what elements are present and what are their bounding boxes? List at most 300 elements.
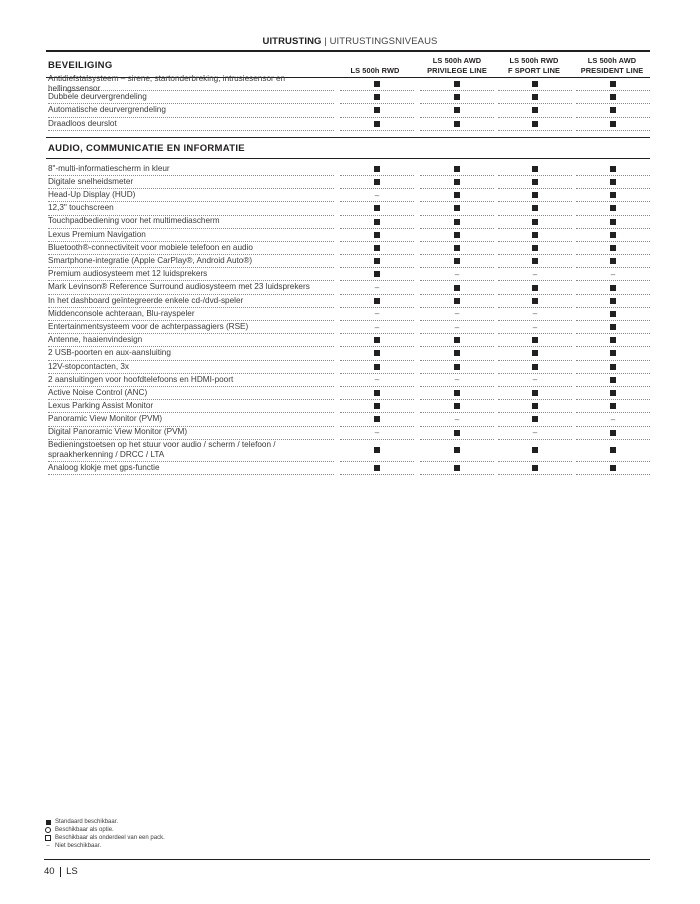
outline-square-icon	[45, 835, 51, 841]
standard-available-icon	[454, 179, 460, 185]
availability-cell	[340, 229, 414, 242]
availability-cell	[498, 427, 572, 440]
feature-label: Dubbele deurvergrendeling	[48, 91, 334, 104]
table-row	[46, 321, 650, 334]
section-title: AUDIO, COMMUNICATIE EN INFORMATIE	[48, 142, 245, 154]
feature-label: Smartphone-integratie (Apple CarPlay®, Android Auto®)	[48, 255, 334, 268]
not-available-dash: –	[532, 269, 538, 279]
standard-available-icon	[374, 81, 380, 87]
legend-text: Beschikbaar als onderdeel van een pack.	[55, 835, 165, 841]
dash-icon: –	[46, 843, 50, 849]
header-title: UITRUSTING	[262, 36, 322, 47]
standard-available-icon	[374, 447, 380, 453]
availability-cell	[340, 255, 414, 268]
standard-available-icon	[454, 205, 460, 211]
table-row	[46, 413, 650, 426]
standard-available-icon	[610, 337, 616, 343]
column-header	[495, 56, 573, 75]
standard-available-icon	[454, 285, 460, 291]
availability-cell	[420, 334, 494, 347]
standard-available-icon	[374, 390, 380, 396]
table-row	[46, 361, 650, 374]
standard-available-icon	[532, 285, 538, 291]
table-row	[46, 189, 650, 202]
standard-available-icon	[610, 390, 616, 396]
availability-cell	[340, 104, 414, 117]
standard-available-icon	[610, 205, 616, 211]
availability-cell	[420, 202, 494, 215]
legend-item	[44, 826, 165, 834]
standard-available-icon	[532, 390, 538, 396]
legend	[44, 818, 165, 850]
not-available-dash: –	[374, 428, 380, 438]
feature-label: Entertainmentsysteem voor de achterpassagiers (RSE)	[48, 321, 334, 334]
standard-available-icon	[454, 81, 460, 87]
standard-available-icon	[532, 350, 538, 356]
table-row	[46, 334, 650, 347]
availability-cell	[498, 440, 572, 462]
feature-label: Digitale snelheidsmeter	[48, 176, 334, 189]
availability-cell	[340, 91, 414, 104]
availability-cell	[340, 321, 414, 334]
standard-available-icon	[610, 311, 616, 317]
availability-cell	[498, 216, 572, 229]
standard-available-icon	[610, 94, 616, 100]
standard-available-icon	[610, 179, 616, 185]
availability-cell	[420, 347, 494, 360]
availability-cell	[576, 202, 650, 215]
feature-label: Touchpadbediening voor het multimediascherm	[48, 216, 334, 229]
standard-available-icon	[454, 232, 460, 238]
feature-label: Head-Up Display (HUD)	[48, 189, 334, 202]
standard-available-icon	[374, 205, 380, 211]
legend-symbol	[44, 835, 52, 841]
standard-available-icon	[610, 430, 616, 436]
column-header	[418, 56, 496, 75]
table-row	[46, 229, 650, 242]
table-row	[46, 118, 650, 131]
table-row	[46, 427, 650, 440]
standard-available-icon	[610, 107, 616, 113]
legend-text: Niet beschikbaar.	[55, 843, 102, 849]
not-available-dash: –	[532, 428, 538, 438]
availability-cell	[576, 334, 650, 347]
standard-available-icon	[374, 416, 380, 422]
table-row	[46, 242, 650, 255]
standard-available-icon	[454, 245, 460, 251]
standard-available-icon	[610, 192, 616, 198]
availability-cell	[340, 308, 414, 321]
availability-cell	[340, 374, 414, 387]
availability-cell	[340, 387, 414, 400]
availability-cell	[420, 104, 494, 117]
standard-available-icon	[532, 94, 538, 100]
standard-available-icon	[610, 81, 616, 87]
feature-label: Antenne, haaienvindesign	[48, 334, 334, 347]
availability-cell	[498, 462, 572, 475]
standard-available-icon	[532, 364, 538, 370]
not-available-dash: –	[454, 309, 460, 319]
feature-label: 8"-multi-informatiescherm in kleur	[48, 163, 334, 176]
standard-available-icon	[610, 166, 616, 172]
standard-available-icon	[374, 298, 380, 304]
availability-cell	[420, 229, 494, 242]
table-row	[46, 308, 650, 321]
availability-cell	[498, 321, 572, 334]
standard-available-icon	[374, 364, 380, 370]
feature-label: 2 USB-poorten en aux-aansluiting	[48, 347, 334, 360]
footer-separator	[60, 867, 62, 877]
table-row	[46, 462, 650, 475]
column-header-line: LS 500h RWD	[509, 56, 559, 65]
availability-cell	[420, 189, 494, 202]
standard-available-icon	[610, 350, 616, 356]
availability-cell	[576, 413, 650, 426]
table-row	[46, 176, 650, 189]
standard-available-icon	[532, 192, 538, 198]
availability-cell	[498, 387, 572, 400]
standard-available-icon	[374, 337, 380, 343]
table-row	[46, 91, 650, 104]
availability-cell	[498, 163, 572, 176]
availability-cell	[420, 78, 494, 91]
availability-cell	[340, 400, 414, 413]
standard-available-icon	[454, 337, 460, 343]
availability-cell	[576, 374, 650, 387]
legend-symbol	[44, 820, 52, 825]
availability-cell	[340, 163, 414, 176]
standard-available-icon	[374, 465, 380, 471]
feature-label: Mark Levinson® Reference Surround audiosysteem met 23 luidsprekers	[48, 281, 334, 294]
legend-text: Beschikbaar als optie.	[55, 827, 114, 833]
availability-cell	[498, 118, 572, 131]
standard-available-icon	[532, 107, 538, 113]
availability-cell	[498, 308, 572, 321]
standard-available-icon	[532, 166, 538, 172]
table-row	[46, 347, 650, 360]
feature-label: 12,3" touchscreen	[48, 202, 334, 215]
feature-label: Digital Panoramic View Monitor (PVM)	[48, 427, 334, 440]
availability-cell	[420, 281, 494, 294]
availability-cell	[340, 462, 414, 475]
standard-available-icon	[610, 324, 616, 330]
availability-cell	[420, 176, 494, 189]
feature-label: 12V-stopcontacten, 3x	[48, 361, 334, 374]
availability-cell	[576, 229, 650, 242]
feature-label: In het dashboard geïntegreerde enkele cd-/dvd-speler	[48, 295, 334, 308]
feature-label: Antidiefstalsysteem – sirene, startonderbreking, intrusiesensor en hellingssensor	[48, 78, 334, 91]
feature-label: Automatische deurvergrendeling	[48, 104, 334, 117]
footer-divider	[44, 859, 650, 860]
standard-available-icon	[454, 258, 460, 264]
not-available-dash: –	[454, 375, 460, 385]
availability-cell	[576, 440, 650, 462]
availability-cell	[420, 242, 494, 255]
availability-cell	[576, 308, 650, 321]
column-header-line: PRIVILEGE LINE	[427, 65, 487, 75]
standard-available-icon	[374, 107, 380, 113]
availability-cell	[420, 400, 494, 413]
table-row	[46, 374, 650, 387]
feature-label: Premium audiosysteem met 12 luidsprekers	[48, 268, 334, 281]
table-row	[46, 104, 650, 117]
standard-available-icon	[610, 465, 616, 471]
availability-cell	[576, 216, 650, 229]
availability-cell	[340, 361, 414, 374]
not-available-dash: –	[374, 322, 380, 332]
not-available-dash: –	[374, 190, 380, 200]
not-available-dash: –	[454, 269, 460, 279]
availability-cell	[420, 374, 494, 387]
section-header	[46, 137, 650, 159]
not-available-dash: –	[454, 414, 460, 424]
standard-available-icon	[374, 179, 380, 185]
standard-available-icon	[532, 403, 538, 409]
standard-available-icon	[454, 390, 460, 396]
availability-cell	[576, 295, 650, 308]
column-header-line: LS 500h AWD	[432, 56, 482, 65]
column-header-line: LS 500h AWD	[587, 56, 637, 65]
availability-cell	[498, 400, 572, 413]
availability-cell	[420, 440, 494, 462]
availability-cell	[498, 229, 572, 242]
standard-available-icon	[454, 166, 460, 172]
column-header	[336, 66, 414, 76]
availability-cell	[420, 413, 494, 426]
column-header-line: LS 500h RWD	[350, 65, 400, 75]
table-row	[46, 74, 650, 93]
availability-cell	[498, 104, 572, 117]
not-available-dash: –	[454, 322, 460, 332]
page-footer	[44, 866, 78, 877]
table-row	[46, 268, 650, 281]
availability-cell	[576, 104, 650, 117]
standard-available-icon	[610, 298, 616, 304]
table-row	[46, 163, 650, 176]
standard-available-icon	[374, 258, 380, 264]
availability-cell	[340, 202, 414, 215]
standard-available-icon	[454, 447, 460, 453]
availability-cell	[420, 118, 494, 131]
not-available-dash: –	[532, 309, 538, 319]
table-row	[46, 216, 650, 229]
feature-label: Panoramic View Monitor (PVM)	[48, 413, 334, 426]
availability-cell	[498, 202, 572, 215]
feature-label: Analoog klokje met gps-functie	[48, 462, 334, 475]
standard-available-icon	[374, 403, 380, 409]
section-title: BEVEILIGING	[48, 60, 113, 71]
availability-cell	[420, 268, 494, 281]
feature-label: 2 aansluitingen voor hoofdtelefoons en HDMI-poort	[48, 374, 334, 387]
feature-label: Middenconsole achteraan, Blu-rayspeler	[48, 308, 334, 321]
standard-available-icon	[532, 179, 538, 185]
not-available-dash: –	[374, 283, 380, 293]
standard-available-icon	[454, 107, 460, 113]
standard-available-icon	[610, 219, 616, 225]
standard-available-icon	[532, 205, 538, 211]
standard-available-icon	[374, 94, 380, 100]
availability-cell	[498, 347, 572, 360]
availability-cell	[340, 268, 414, 281]
header-separator: |	[321, 36, 330, 47]
table-row	[46, 281, 650, 294]
availability-cell	[340, 427, 414, 440]
availability-cell	[498, 78, 572, 91]
availability-cell	[420, 387, 494, 400]
availability-cell	[576, 189, 650, 202]
table-row	[46, 387, 650, 400]
standard-available-icon	[532, 416, 538, 422]
not-available-dash: –	[532, 375, 538, 385]
standard-available-icon	[610, 377, 616, 383]
standard-available-icon	[454, 192, 460, 198]
standard-available-icon	[454, 298, 460, 304]
availability-cell	[498, 268, 572, 281]
availability-cell	[420, 91, 494, 104]
feature-label: Lexus Parking Assist Monitor	[48, 400, 334, 413]
availability-cell	[340, 189, 414, 202]
standard-available-icon	[532, 447, 538, 453]
page-number: 40	[44, 866, 55, 877]
availability-cell	[420, 163, 494, 176]
availability-cell	[576, 268, 650, 281]
availability-cell	[576, 78, 650, 91]
standard-available-icon	[610, 258, 616, 264]
availability-cell	[340, 334, 414, 347]
legend-item	[44, 834, 165, 842]
standard-available-icon	[532, 121, 538, 127]
availability-cell	[498, 242, 572, 255]
availability-cell	[498, 361, 572, 374]
column-header-line: PRESIDENT LINE	[580, 65, 644, 75]
legend-text: Standaard beschikbaar.	[55, 819, 119, 825]
standard-available-icon	[532, 219, 538, 225]
standard-available-icon	[374, 245, 380, 251]
availability-cell	[498, 295, 572, 308]
availability-cell	[576, 400, 650, 413]
circle-icon	[45, 827, 51, 833]
not-available-dash: –	[532, 322, 538, 332]
feature-label: Active Noise Control (ANC)	[48, 387, 334, 400]
standard-available-icon	[454, 121, 460, 127]
standard-available-icon	[610, 364, 616, 370]
column-header	[573, 56, 651, 75]
table-row	[46, 295, 650, 308]
availability-cell	[498, 255, 572, 268]
standard-available-icon	[374, 121, 380, 127]
standard-available-icon	[374, 350, 380, 356]
availability-cell	[498, 281, 572, 294]
standard-available-icon	[532, 232, 538, 238]
availability-cell	[340, 118, 414, 131]
standard-available-icon	[532, 337, 538, 343]
availability-cell	[576, 281, 650, 294]
standard-available-icon	[454, 430, 460, 436]
availability-cell	[576, 242, 650, 255]
equipment-table	[46, 50, 650, 475]
availability-cell	[576, 427, 650, 440]
table-row	[46, 202, 650, 215]
standard-available-icon	[374, 166, 380, 172]
legend-item	[44, 818, 165, 826]
standard-available-icon	[454, 465, 460, 471]
not-available-dash: –	[610, 414, 616, 424]
standard-available-icon	[532, 81, 538, 87]
page-header	[0, 36, 700, 47]
standard-available-icon	[532, 465, 538, 471]
standard-available-icon	[532, 258, 538, 264]
standard-available-icon	[454, 350, 460, 356]
availability-cell	[420, 308, 494, 321]
availability-cell	[576, 462, 650, 475]
footer-model: LS	[66, 866, 78, 877]
availability-cell	[420, 216, 494, 229]
availability-cell	[420, 255, 494, 268]
standard-available-icon	[610, 285, 616, 291]
feature-label: Draadloos deurslot	[48, 118, 334, 131]
standard-available-icon	[454, 403, 460, 409]
feature-label: Bluetooth®-connectiviteit voor mobiele telefoon en audio	[48, 242, 334, 255]
legend-symbol	[44, 842, 52, 850]
legend-item	[44, 842, 165, 850]
availability-cell	[420, 427, 494, 440]
availability-cell	[498, 189, 572, 202]
not-available-dash: –	[610, 269, 616, 279]
availability-cell	[340, 216, 414, 229]
header-subtitle: UITRUSTINGSNIVEAUS	[329, 36, 438, 47]
availability-cell	[576, 163, 650, 176]
availability-cell	[576, 321, 650, 334]
table-row	[46, 255, 650, 268]
standard-available-icon	[610, 245, 616, 251]
standard-available-icon	[610, 403, 616, 409]
legend-symbol	[44, 827, 52, 833]
column-header-line: F SPORT LINE	[507, 65, 561, 75]
availability-cell	[340, 295, 414, 308]
availability-cell	[576, 361, 650, 374]
availability-cell	[576, 255, 650, 268]
table-row	[46, 400, 650, 413]
standard-available-icon	[610, 232, 616, 238]
availability-cell	[576, 387, 650, 400]
standard-available-icon	[454, 219, 460, 225]
availability-cell	[576, 176, 650, 189]
feature-label: Bedieningstoetsen op het stuur voor audio / scherm / telefoon / spraakherkenning / DRCC / LTA	[48, 440, 334, 462]
table-row	[46, 440, 650, 462]
availability-cell	[498, 334, 572, 347]
availability-cell	[576, 91, 650, 104]
availability-cell	[420, 295, 494, 308]
availability-cell	[576, 347, 650, 360]
standard-available-icon	[610, 447, 616, 453]
standard-available-icon	[532, 245, 538, 251]
standard-available-icon	[454, 94, 460, 100]
standard-available-icon	[374, 271, 380, 277]
availability-cell	[498, 91, 572, 104]
availability-cell	[340, 440, 414, 462]
availability-cell	[420, 321, 494, 334]
availability-cell	[340, 78, 414, 91]
availability-cell	[420, 361, 494, 374]
availability-cell	[420, 462, 494, 475]
availability-cell	[498, 413, 572, 426]
availability-cell	[340, 281, 414, 294]
standard-available-icon	[454, 364, 460, 370]
availability-cell	[340, 413, 414, 426]
feature-label: Lexus Premium Navigation	[48, 229, 334, 242]
standard-available-icon	[610, 121, 616, 127]
standard-available-icon	[374, 232, 380, 238]
